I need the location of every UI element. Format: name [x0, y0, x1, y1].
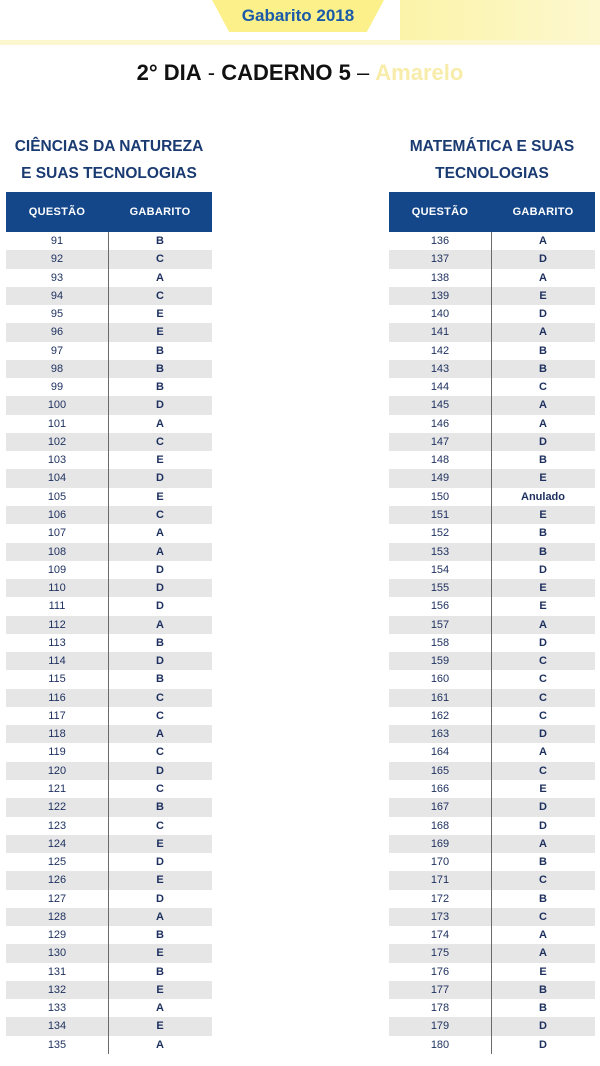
question-number: 142 — [430, 344, 450, 357]
table-row — [389, 689, 595, 707]
question-number: 162 — [430, 709, 450, 722]
answer-key: A — [156, 545, 164, 558]
page-title — [0, 60, 600, 86]
section-title — [389, 133, 595, 189]
section-title-line1: CIÊNCIAS DA NATUREZA — [14, 138, 204, 155]
answer-key: D — [156, 764, 164, 777]
table-row — [389, 707, 595, 725]
section-title-line1: MATEMÁTICA E SUAS — [409, 138, 575, 155]
answer-key: B — [539, 1002, 547, 1015]
title-day: 2° DIA — [136, 60, 202, 85]
question-number: 163 — [430, 728, 450, 741]
answer-key: E — [156, 983, 164, 996]
table-row — [6, 524, 212, 542]
question-number: 115 — [48, 673, 66, 686]
table-row — [389, 798, 595, 816]
question-number: 126 — [47, 874, 67, 887]
table-row — [6, 287, 212, 305]
answer-key: A — [539, 929, 547, 942]
question-number: 154 — [430, 563, 450, 576]
table-row — [389, 999, 595, 1017]
answer-key: E — [539, 582, 547, 595]
title-color: Amarelo — [375, 60, 464, 85]
question-number: 165 — [430, 764, 450, 777]
table-row — [6, 451, 212, 469]
question-number: 149 — [430, 472, 450, 485]
question-number: 131 — [47, 965, 67, 978]
question-number: 105 — [47, 490, 67, 503]
table-row — [389, 360, 595, 378]
question-number: 124 — [47, 837, 67, 850]
question-number: 135 — [47, 1038, 67, 1051]
table-row — [6, 616, 212, 634]
question-number: 127 — [47, 892, 67, 905]
table-row — [389, 524, 595, 542]
question-number: 148 — [430, 454, 450, 467]
answer-key: C — [156, 508, 164, 521]
answer-key: A — [539, 837, 547, 850]
table-row — [6, 963, 212, 981]
table-row — [6, 689, 212, 707]
answer-key: E — [156, 874, 164, 887]
question-number: 108 — [47, 545, 67, 558]
answer-key: C — [156, 709, 164, 722]
answer-key: C — [156, 782, 164, 795]
table-row — [389, 469, 595, 487]
answer-key: C — [539, 874, 547, 887]
banner-stripe — [0, 40, 600, 45]
answer-key: B — [539, 892, 547, 905]
table-row — [6, 652, 212, 670]
table-row — [6, 1036, 212, 1054]
question-number: 125 — [47, 856, 67, 869]
banner-title: Gabarito 2018 — [241, 6, 355, 25]
table-row — [6, 743, 212, 761]
answer-key: A — [539, 399, 547, 412]
table-row — [6, 543, 212, 561]
question-number: 111 — [48, 600, 66, 613]
question-number: 166 — [430, 782, 450, 795]
answer-key: E — [539, 289, 547, 302]
table-row — [389, 378, 595, 396]
question-number: 102 — [47, 435, 67, 448]
table-row — [389, 433, 595, 451]
question-number: 147 — [430, 435, 450, 448]
answer-key: B — [156, 344, 164, 357]
answer-key: A — [539, 947, 547, 960]
question-number: 153 — [430, 545, 450, 558]
table-row — [6, 269, 212, 287]
column-divider — [491, 232, 492, 1054]
question-number: 109 — [47, 563, 67, 576]
table-row — [6, 396, 212, 414]
answer-key: C — [156, 819, 164, 832]
question-number: 139 — [430, 289, 450, 302]
table-row — [6, 323, 212, 341]
table-row — [6, 579, 212, 597]
question-number: 97 — [50, 344, 64, 357]
section-title — [6, 133, 212, 189]
question-number: 116 — [48, 691, 66, 704]
answer-key: D — [539, 819, 547, 832]
answer-key: A — [156, 271, 164, 284]
answer-key: D — [156, 563, 164, 576]
table-row — [389, 396, 595, 414]
answer-key: A — [539, 326, 547, 339]
question-number: 161 — [430, 691, 450, 704]
answer-key: B — [156, 801, 164, 814]
table-row — [6, 232, 212, 250]
question-number: 128 — [47, 910, 67, 923]
question-number: 100 — [47, 399, 67, 412]
table-row — [389, 342, 595, 360]
table-row — [6, 415, 212, 433]
question-number: 159 — [430, 655, 450, 668]
table-row — [389, 323, 595, 341]
answer-key: C — [156, 253, 164, 266]
question-number: 146 — [430, 417, 450, 430]
question-number: 173 — [430, 910, 450, 923]
table-row — [389, 269, 595, 287]
answer-key: B — [156, 362, 164, 375]
answer-key: A — [539, 746, 547, 759]
answer-key: E — [539, 782, 547, 795]
table-row — [389, 743, 595, 761]
table-row — [6, 305, 212, 323]
question-number: 98 — [50, 362, 64, 375]
table-row — [389, 1036, 595, 1054]
answer-key: A — [156, 1002, 164, 1015]
table-row — [6, 890, 212, 908]
question-number: 96 — [50, 326, 64, 339]
table-row — [389, 835, 595, 853]
question-number: 91 — [50, 235, 64, 247]
table-row — [6, 1017, 212, 1035]
answer-key: E — [156, 308, 164, 321]
table-row — [389, 981, 595, 999]
question-number: 120 — [47, 764, 67, 777]
answer-key: E — [156, 837, 164, 850]
answer-key: A — [156, 527, 164, 540]
section-natureza — [6, 133, 212, 1054]
answer-table — [389, 232, 595, 1054]
question-number: 174 — [430, 929, 450, 942]
answer-key: C — [539, 709, 547, 722]
question-number: 132 — [47, 983, 67, 996]
table-row — [6, 378, 212, 396]
question-number: 145 — [430, 399, 450, 412]
table-row — [389, 944, 595, 962]
table-row — [6, 817, 212, 835]
answer-key: D — [539, 563, 547, 576]
answer-key: D — [156, 582, 164, 595]
table-row — [6, 835, 212, 853]
table-row — [6, 469, 212, 487]
question-number: 143 — [430, 362, 450, 375]
answer-key: B — [156, 965, 164, 978]
table-row — [389, 780, 595, 798]
answer-key: D — [539, 253, 547, 266]
question-number: 168 — [430, 819, 450, 832]
banner-band — [400, 0, 600, 40]
answer-key: B — [539, 362, 547, 375]
question-number: 133 — [47, 1002, 67, 1015]
answer-key: B — [539, 856, 547, 869]
question-number: 178 — [430, 1002, 450, 1015]
question-number: 117 — [48, 709, 66, 722]
question-number: 136 — [430, 235, 450, 247]
answer-key: C — [539, 910, 547, 923]
table-row — [6, 707, 212, 725]
table-row — [6, 999, 212, 1017]
question-number: 123 — [47, 819, 67, 832]
table-row — [389, 652, 595, 670]
table-row — [6, 926, 212, 944]
table-row — [389, 415, 595, 433]
answer-key: D — [156, 892, 164, 905]
answer-key: E — [539, 965, 547, 978]
column-divider — [108, 232, 109, 1054]
answer-key: B — [156, 381, 164, 394]
question-number: 94 — [50, 289, 64, 302]
top-banner — [0, 0, 600, 46]
answer-key: C — [539, 655, 547, 668]
table-row — [6, 250, 212, 268]
question-number: 99 — [50, 381, 64, 394]
answer-key: B — [156, 673, 164, 686]
column-header-gabarito: GABARITO — [512, 206, 574, 218]
table-row — [389, 451, 595, 469]
table-row — [389, 853, 595, 871]
question-number: 106 — [47, 508, 67, 521]
question-number: 104 — [47, 472, 67, 485]
question-number: 103 — [47, 454, 67, 467]
answer-key: C — [539, 673, 547, 686]
question-number: 171 — [430, 874, 450, 887]
question-number: 176 — [430, 965, 450, 978]
question-number: 118 — [48, 728, 66, 741]
table-row — [6, 506, 212, 524]
column-header-questao: QUESTÃO — [28, 206, 86, 218]
answer-key: A — [539, 417, 547, 430]
answer-key: E — [539, 508, 547, 521]
question-number: 134 — [47, 1020, 67, 1033]
table-row — [389, 1017, 595, 1035]
table-row — [389, 250, 595, 268]
table-row — [389, 725, 595, 743]
table-row — [6, 981, 212, 999]
table-row — [389, 543, 595, 561]
answer-key: C — [539, 764, 547, 777]
question-number: 167 — [430, 801, 450, 814]
answer-key: D — [156, 600, 164, 613]
table-header — [389, 192, 595, 232]
question-number: 138 — [430, 271, 450, 284]
answer-table — [6, 232, 212, 1054]
answer-key: A — [539, 235, 547, 247]
table-row — [6, 433, 212, 451]
answer-key: D — [539, 1038, 547, 1051]
answer-key: A — [156, 417, 164, 430]
answer-key: D — [156, 655, 164, 668]
table-row — [6, 908, 212, 926]
answer-key: C — [156, 289, 164, 302]
answer-key: E — [156, 947, 164, 960]
question-number: 169 — [430, 837, 450, 850]
question-number: 158 — [430, 636, 450, 649]
question-number: 121 — [47, 782, 67, 795]
table-row — [389, 597, 595, 615]
answer-key: A — [156, 618, 164, 631]
table-row — [6, 853, 212, 871]
question-number: 156 — [430, 600, 450, 613]
question-number: 114 — [48, 655, 66, 668]
question-number: 113 — [48, 636, 66, 649]
question-number: 110 — [48, 582, 66, 595]
answer-key: D — [156, 399, 164, 412]
table-row — [389, 232, 595, 250]
title-dash: – — [350, 60, 376, 85]
question-number: 92 — [50, 253, 64, 266]
question-number: 137 — [430, 253, 450, 266]
question-number: 151 — [430, 508, 450, 521]
table-row — [389, 488, 595, 506]
table-row — [6, 561, 212, 579]
answer-key: B — [539, 344, 547, 357]
answer-key: A — [156, 1038, 164, 1051]
question-number: 150 — [430, 490, 450, 503]
question-number: 95 — [50, 308, 64, 321]
table-row — [389, 506, 595, 524]
question-number: 122 — [47, 801, 67, 814]
answer-key: B — [156, 636, 164, 649]
table-row — [6, 342, 212, 360]
question-number: 140 — [430, 308, 450, 321]
answer-key: A — [539, 618, 547, 631]
question-number: 155 — [430, 582, 450, 595]
title-caderno: CADERNO 5 — [221, 60, 351, 85]
question-number: 144 — [430, 381, 450, 394]
answer-key: A — [539, 271, 547, 284]
answer-key: B — [156, 235, 164, 247]
answer-key: B — [539, 454, 547, 467]
section-title-line2: TECNOLOGIAS — [435, 165, 549, 182]
question-number: 179 — [430, 1020, 450, 1033]
answer-key: C — [156, 435, 164, 448]
answer-key: E — [539, 472, 547, 485]
answer-key: D — [156, 472, 164, 485]
table-row — [6, 762, 212, 780]
table-row — [6, 798, 212, 816]
table-row — [6, 944, 212, 962]
table-row — [6, 360, 212, 378]
answer-key: D — [539, 435, 547, 448]
table-row — [389, 817, 595, 835]
answer-key: B — [539, 545, 547, 558]
table-row — [389, 305, 595, 323]
table-row — [6, 725, 212, 743]
question-number: 164 — [430, 746, 450, 759]
table-row — [389, 926, 595, 944]
section-title-line2: E SUAS TECNOLOGIAS — [21, 165, 197, 182]
table-row — [389, 670, 595, 688]
column-header-gabarito: GABARITO — [129, 206, 191, 218]
table-row — [389, 579, 595, 597]
question-number: 157 — [430, 618, 450, 631]
answer-key: C — [156, 746, 164, 759]
answer-key: D — [539, 801, 547, 814]
answer-key: B — [156, 929, 164, 942]
table-header — [6, 192, 212, 232]
table-row — [389, 871, 595, 889]
table-row — [389, 762, 595, 780]
question-number: 93 — [50, 271, 64, 284]
table-row — [389, 963, 595, 981]
answer-key: C — [156, 691, 164, 704]
answer-key: E — [156, 454, 164, 467]
answer-key: A — [156, 910, 164, 923]
table-row — [6, 780, 212, 798]
table-row — [389, 634, 595, 652]
answer-key: A — [156, 728, 164, 741]
question-number: 180 — [430, 1038, 450, 1051]
table-row — [6, 488, 212, 506]
table-row — [389, 890, 595, 908]
answer-key: Anulado — [521, 490, 565, 503]
title-separator: - — [201, 60, 222, 85]
table-row — [6, 871, 212, 889]
table-row — [6, 597, 212, 615]
question-number: 170 — [430, 856, 450, 869]
question-number: 172 — [430, 892, 450, 905]
table-row — [389, 561, 595, 579]
answer-key: D — [156, 856, 164, 869]
question-number: 177 — [430, 983, 450, 996]
answer-key: E — [156, 326, 164, 339]
answer-key: D — [539, 636, 547, 649]
answer-key: E — [539, 600, 547, 613]
question-number: 101 — [47, 417, 67, 430]
answer-key: B — [539, 527, 547, 540]
question-number: 129 — [47, 929, 67, 942]
question-number: 152 — [430, 527, 450, 540]
question-number: 130 — [47, 947, 67, 960]
table-row — [389, 908, 595, 926]
section-matematica — [389, 133, 595, 1054]
question-number: 107 — [47, 527, 67, 540]
question-number: 112 — [48, 618, 66, 631]
table-row — [6, 670, 212, 688]
answer-key: D — [539, 1020, 547, 1033]
answer-key: B — [539, 983, 547, 996]
answer-key: E — [156, 1020, 164, 1033]
question-number: 141 — [430, 326, 450, 339]
answer-key: E — [156, 490, 164, 503]
answer-key: C — [539, 381, 547, 394]
answer-key: C — [539, 691, 547, 704]
table-row — [6, 634, 212, 652]
answer-key: D — [539, 728, 547, 741]
answer-key: D — [539, 308, 547, 321]
column-header-questao: QUESTÃO — [411, 206, 469, 218]
table-row — [389, 616, 595, 634]
question-number: 119 — [48, 746, 66, 759]
table-row — [389, 287, 595, 305]
question-number: 160 — [430, 673, 450, 686]
question-number: 175 — [430, 947, 450, 960]
